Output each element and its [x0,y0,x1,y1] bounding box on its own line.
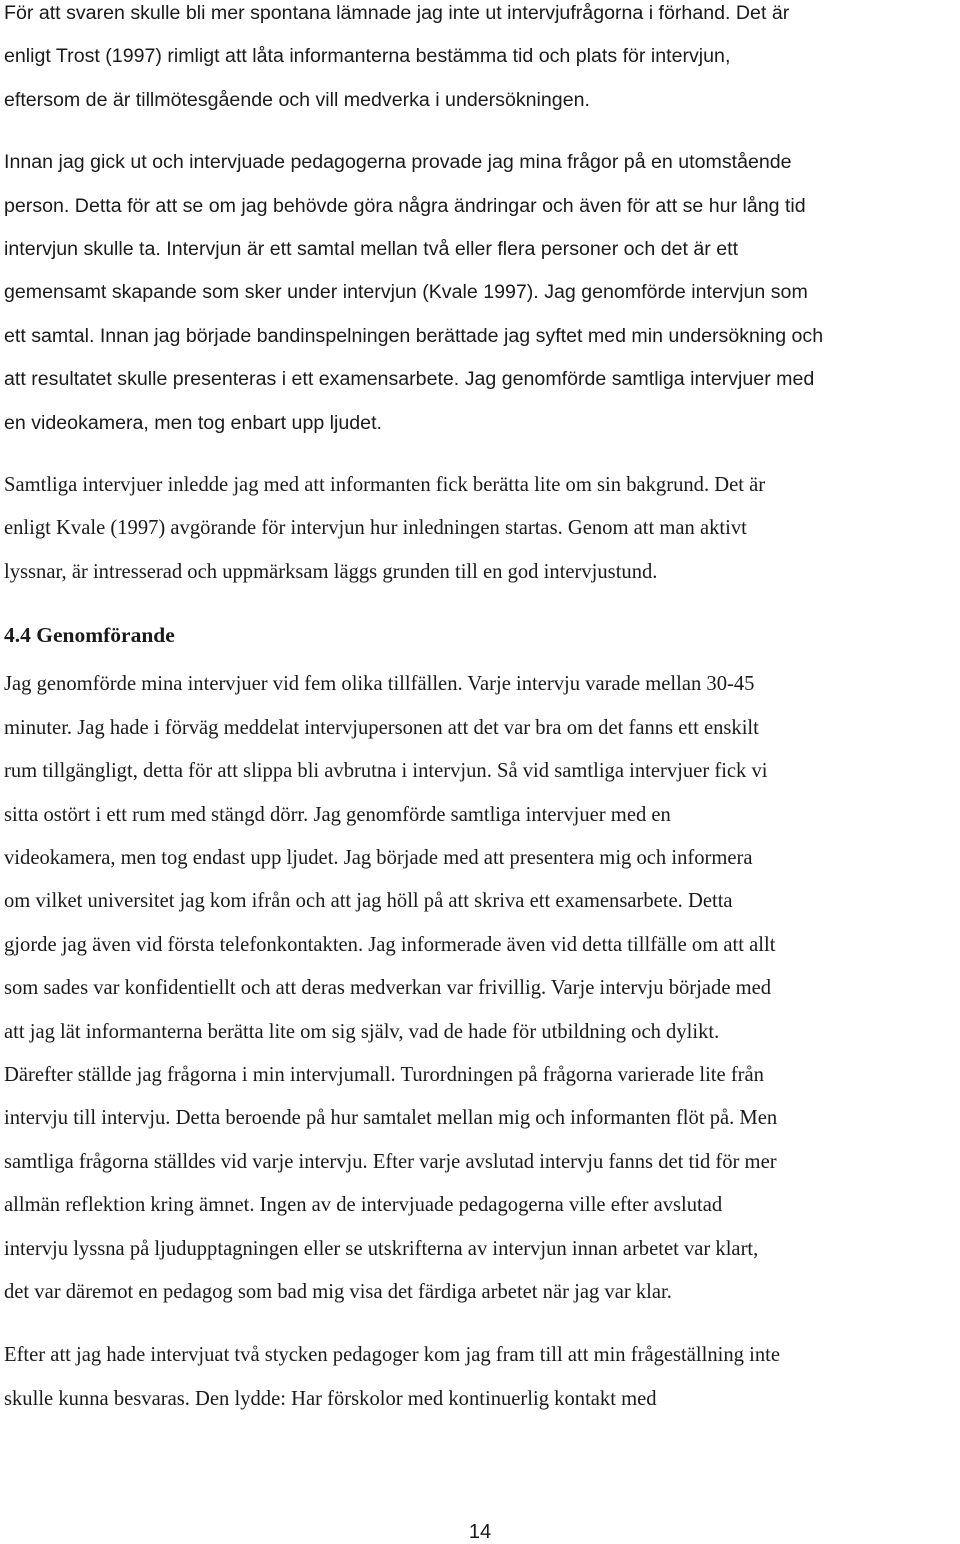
paragraph-1 [4,0,958,122]
text-line: allmän reflektion kring ämnet. Ingen av de intervjuade pedagogerna ville efter avslutad [4,1194,723,1217]
text-line: skulle kunna besvaras. Den lydde: Har förskolor med kontinuerlig kontakt med [4,1387,657,1410]
text-line: eftersom de är tillmötesgående och vill medverka i undersökningen. [4,88,590,111]
text-line: person. Detta för att se om jag behövde göra några ändringar och även för att se hur lång tid [4,194,806,217]
page-number: 14 [468,1521,492,1543]
text-line: minuter. Jag hade i förväg meddelat intervjupersonen att det var bra om det fanns ett enskilt [4,716,759,739]
document-page [4,0,958,1421]
text-line: intervju till intervju. Detta beroende på hur samtalet mellan mig och informanten flöt på. Men [4,1107,778,1130]
text-line: att resultatet skulle presenteras i ett examensarbete. Jag genomförde samtliga intervjuer med [4,368,815,391]
text-line: Innan jag gick ut och intervjuade pedagogerna provade jag mina frågor på en utomstående [4,151,792,174]
text-line: om vilket universitet jag kom ifrån och att jag höll på att skriva ett examensarbete. Detta [4,890,733,913]
text-line: gemensamt skapande som sker under intervjun (Kvale 1997). Jag genomförde intervjun som [4,281,808,304]
section-heading: 4.4 Genomförande [4,623,175,648]
text-line: gjorde jag även vid första telefonkontakten. Jag informerade även vid detta tillfälle om att allt [4,933,776,956]
text-line: enligt Trost (1997) rimligt att låta informanterna bestämma tid och plats för intervjun, [4,45,731,68]
text-line: rum tillgängligt, detta för att slippa bli avbrutna i intervjun. Så vid samtliga intervjuer fick vi [4,760,768,783]
text-line: ett samtal. Innan jag började bandinspelningen berättade jag syftet med min undersökning och [4,324,824,347]
text-line: För att svaren skulle bli mer spontana lämnade jag inte ut intervjufrågorna i förhand. Det är [4,2,790,24]
text-line: Efter att jag hade intervjuat två stycken pedagoger kom jag fram till att min frågeställning inte [4,1344,781,1367]
text-line: enligt Kvale (1997) avgörande för intervjun hur inledningen startas. Genom att man aktivt [4,517,747,540]
text-line: att jag lät informanterna berätta lite om sig själv, vad de hade för utbildning och dylikt. [4,1020,720,1043]
text-line: som sades var konfidentiellt och att deras medverkan var frivillig. Varje intervju började med [4,977,772,1000]
text-line: intervjun skulle ta. Intervjun är ett samtal mellan två eller flera personer och det är ett [4,238,739,261]
text-line: sitta ostört i ett rum med stängd dörr. Jag genomförde samtliga intervjuer med en [4,803,671,826]
paragraph-2 [4,141,958,445]
text-line: samtliga frågorna ställdes vid varje intervju. Efter varje avslutad intervju fanns det tid för mer [4,1150,777,1173]
text-line: Jag genomförde mina intervjuer vid fem olika tillfällen. Varje intervju varade mellan 30-45 [4,673,755,696]
text-line: det var däremot en pedagog som bad mig visa det färdiga arbetet när jag var klar. [4,1280,672,1303]
text-line: Därefter ställde jag frågorna i min intervjumall. Turordningen på frågorna varierade lite från [4,1063,764,1086]
paragraph-3 [4,464,958,594]
closing-paragraph [4,1334,958,1421]
text-line: lyssnar, är intresserad och uppmärksam läggs grunden till en god intervjustund. [4,560,658,583]
text-line: videokamera, men tog endast upp ljudet. Jag började med att presentera mig och informera [4,846,753,869]
section-paragraph [4,663,958,1314]
text-line: Samtliga intervjuer inledde jag med att informanten fick berätta lite om sin bakgrund. Det är [4,474,766,497]
text-line: intervju lyssna på ljudupptagningen eller se utskrifterna av intervjun innan arbetet var klart, [4,1237,759,1260]
text-line: en videokamera, men tog enbart upp ljudet. [4,411,382,434]
